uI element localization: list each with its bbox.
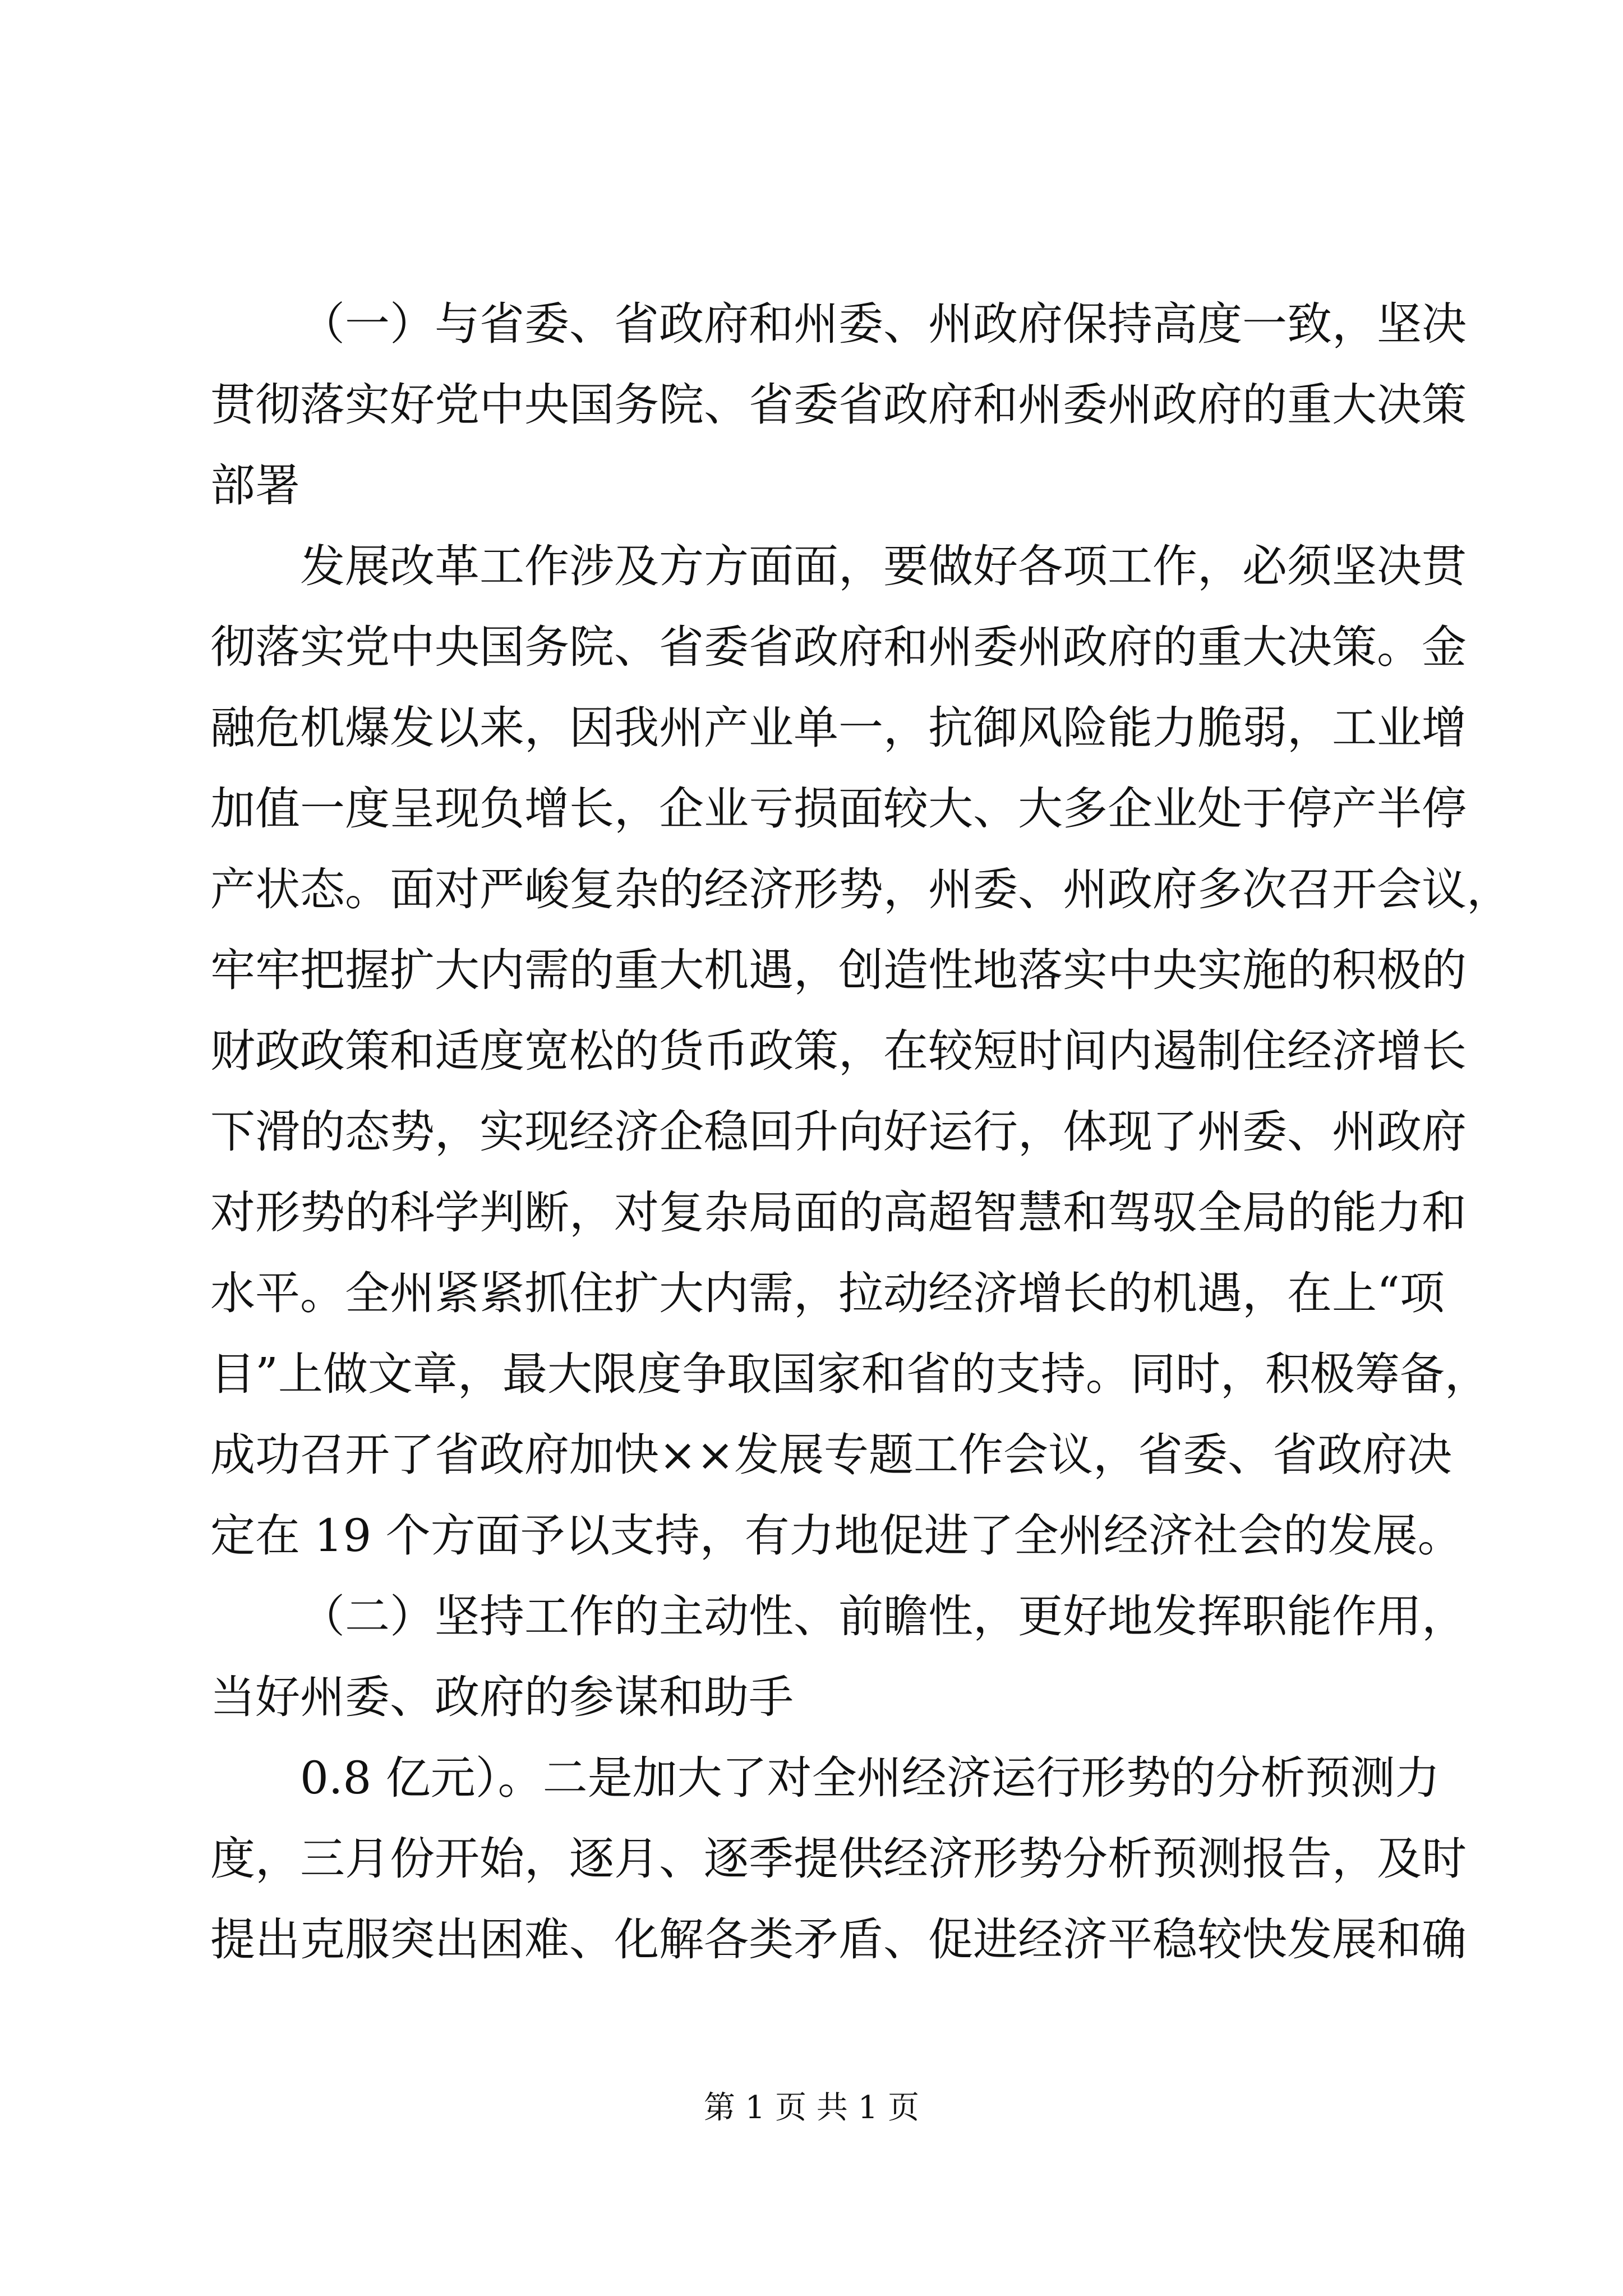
- text-line: 0.8 亿元）。二是加大了对全州经济运行形势的分析预测力: [300, 1752, 1440, 1804]
- text-line: 对形势的科学判断，对复杂局面的高超智慧和驾驭全局的能力和: [210, 1186, 1467, 1239]
- text-line: （二）坚持工作的主动性、前瞻性，更好地发挥职能作用，: [300, 1590, 1467, 1642]
- body-paragraph-1: [210, 526, 1511, 1576]
- text-line: 下滑的态势，实现经济企稳回升向好运行，体现了州委、州政府: [210, 1106, 1467, 1158]
- text-line: 部署: [210, 459, 300, 512]
- text-line: 牢牢把握扩大内需的重大机遇，创造性地落实中央实施的积极的: [210, 944, 1467, 996]
- page-number-label: 第 1 页 共 1 页: [703, 2090, 920, 2126]
- section-heading-2: [210, 1576, 1467, 1738]
- document-body: [210, 284, 1511, 1980]
- text-line: 融危机爆发以来，因我州产业单一，抗御风险能力脆弱，工业增: [210, 702, 1467, 754]
- text-line: 提出克服突出困难、化解各类矛盾、促进经济平稳较快发展和确: [210, 1913, 1467, 1966]
- text-line: 彻落实党中央国务院、省委省政府和州委州政府的重大决策。金: [210, 621, 1467, 673]
- text-line: 成功召开了省政府加快××发展专题工作会议，省委、省政府决: [210, 1429, 1453, 1481]
- section-heading-1: [210, 284, 1467, 526]
- text-line: 目”上做文章，最大限度争取国家和省的支持。同时，积极筹备，: [210, 1348, 1490, 1400]
- text-line: 度，三月份开始，逐月、逐季提供经济形势分析预测报告，及时: [210, 1833, 1467, 1885]
- text-line: 定在 19 个方面予以支持，有力地促进了全州经济社会的发展。: [210, 1510, 1463, 1562]
- text-line: 发展改革工作涉及方方面面，要做好各项工作，必须坚决贯: [300, 540, 1467, 592]
- text-line: 当好州委、政府的参谋和助手: [210, 1671, 794, 1723]
- text-line: 水平。全州紧紧抓住扩大内需，拉动经济增长的机遇，在上“项: [210, 1267, 1445, 1319]
- text-line: 贯彻落实好党中央国务院、省委省政府和州委州政府的重大决策: [210, 379, 1467, 431]
- text-line: （一）与省委、省政府和州委、州政府保持高度一致，坚决: [300, 298, 1467, 350]
- text-line: 加值一度呈现负增长，企业亏损面较大、大多企业处于停产半停: [210, 783, 1467, 835]
- body-paragraph-2: [210, 1738, 1467, 1980]
- text-line: 财政政策和适度宽松的货币政策，在较短时间内遏制住经济增长: [210, 1025, 1467, 1077]
- text-line: 产状态。面对严峻复杂的经济形势，州委、州政府多次召开会议，: [210, 863, 1511, 915]
- page-footer: [0, 2086, 1623, 2131]
